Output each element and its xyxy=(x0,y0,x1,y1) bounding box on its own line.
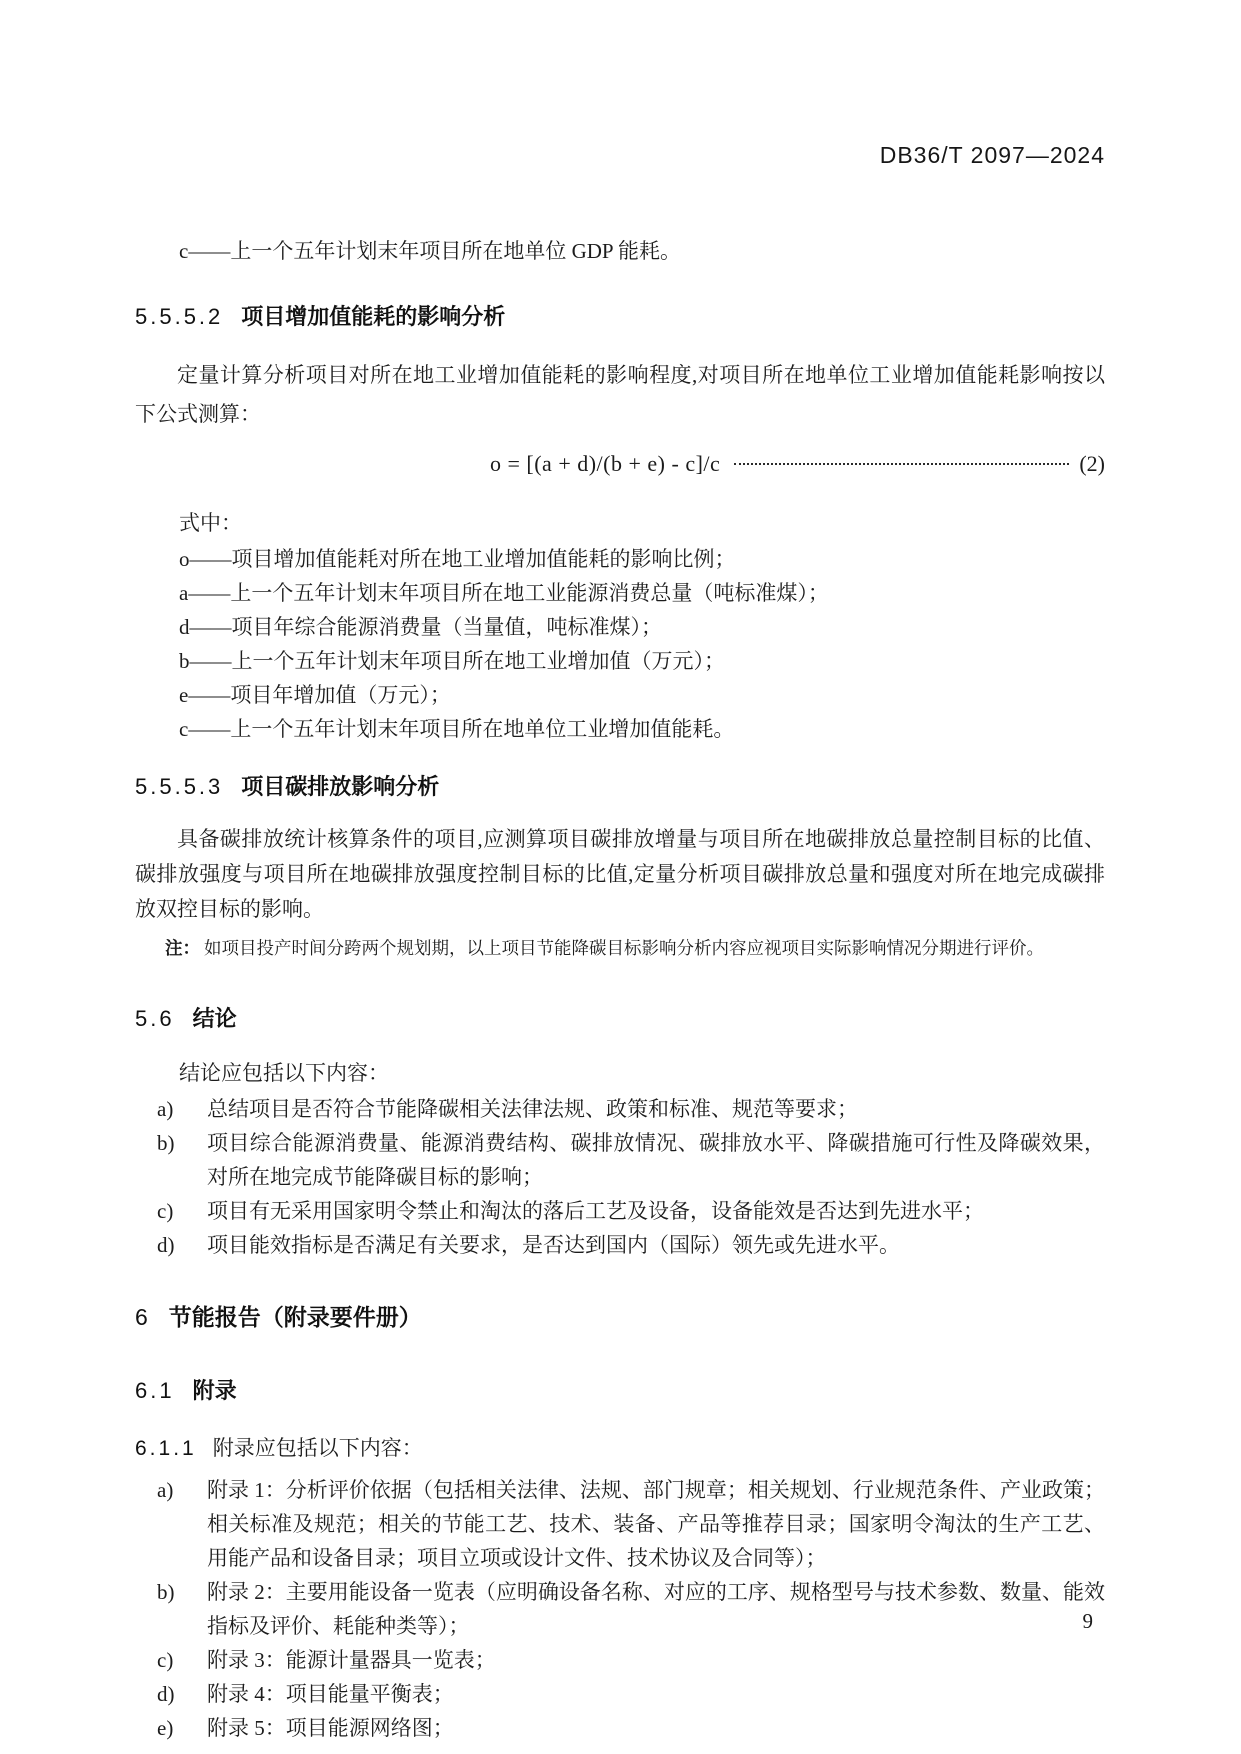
list-item-label: e) xyxy=(157,1716,174,1740)
list-item xyxy=(135,1126,1105,1194)
symbol-definition: c——上一个五年计划末年项目所在地单位工业增加值能耗。 xyxy=(179,717,735,741)
list-item xyxy=(135,1194,1105,1228)
clause-text: 附录应包括以下内容： xyxy=(212,1436,423,1460)
clause-number: 5.5.5.2 xyxy=(135,304,224,329)
note-line xyxy=(135,934,1105,962)
symbol-definition: a——上一个五年计划末年项目所在地工业能源消费总量（吨标准煤）； xyxy=(179,581,829,605)
chapter-title: 节能报告（附录要件册） xyxy=(168,1304,422,1330)
heading-6-1 xyxy=(135,1376,1105,1406)
clause-number: 6.1.1 xyxy=(135,1437,197,1460)
list-item xyxy=(135,1228,1105,1262)
list-item-label: a) xyxy=(157,1097,174,1121)
list-item-text: 附录 2：主要用能设备一览表（应明确设备名称、对应的工序、规格型号与技术参数、数量、能效指标及评价、耗能种类等）； xyxy=(207,1580,1105,1638)
where-label: 式中： xyxy=(179,511,242,535)
appendix-list xyxy=(135,1473,1105,1745)
list-item-label: b) xyxy=(157,1580,175,1604)
symbol-definition: e——项目年增加值（万元）； xyxy=(179,683,451,707)
list-item xyxy=(135,1473,1105,1575)
paragraph-5-5-5-3: 具备碳排放统计核算条件的项目,应测算项目碳排放增量与项目所在地碳排放总量控制目标的比值、碳排放强度与项目所在地碳排放强度控制目标的比值,定量分析项目碳排放总量和强度对所在地完成碳排放双控目标的影响。 xyxy=(135,827,1105,921)
note-text: 如项目投产时间分跨两个规划期，以上项目节能降碳目标影响分析内容应视项目实际影响情况分期进行评价。 xyxy=(204,938,1044,958)
list-item-label: d) xyxy=(157,1682,175,1706)
formula-2-row xyxy=(135,448,1105,480)
list-item xyxy=(135,1575,1105,1643)
dot-leader xyxy=(734,463,1069,465)
list-item xyxy=(135,1643,1105,1677)
list-item-label: c) xyxy=(157,1199,174,1223)
clause-title: 结论 xyxy=(192,1006,237,1031)
symbol-definition: o——项目增加值能耗对所在地工业增加值能耗的影响比例； xyxy=(179,547,736,571)
clause-number: 5.6 xyxy=(135,1006,175,1031)
list-item-text: 项目有无采用国家明令禁止和淘汰的落后工艺及设备，设备能效是否达到先进水平； xyxy=(207,1199,984,1223)
list-item xyxy=(135,1711,1105,1745)
list-item-label: d) xyxy=(157,1233,175,1257)
note-prefix: 注： xyxy=(165,938,200,958)
paragraph-5-5-5-2: 定量计算分析项目对所在地工业增加值能耗的影响程度,对项目所在地单位工业增加值能耗影响按以下公式测算： xyxy=(135,363,1105,426)
clause-title: 附录 xyxy=(192,1378,237,1403)
heading-chapter-6 xyxy=(135,1302,1105,1332)
list-item-label: a) xyxy=(157,1478,174,1502)
conclusion-list xyxy=(135,1092,1105,1262)
list-item-label: c) xyxy=(157,1648,174,1672)
list-item-text: 附录 4：项目能量平衡表； xyxy=(207,1682,454,1706)
conclusion-lead: 结论应包括以下内容： xyxy=(179,1061,389,1085)
formula-number: (2) xyxy=(1079,451,1105,476)
chapter-number: 6 xyxy=(135,1304,151,1330)
list-item-text: 附录 5：项目能源网络图； xyxy=(207,1716,454,1740)
heading-5-5-5-3 xyxy=(135,772,1105,802)
list-item-text: 项目能效指标是否满足有关要求，是否达到国内（国际）领先或先进水平。 xyxy=(207,1233,900,1257)
clause-number: 5.5.5.3 xyxy=(135,774,224,799)
clause-6-1-1 xyxy=(135,1432,1105,1465)
symbol-definition: d——项目年综合能源消费量（当量值，吨标准煤）； xyxy=(179,615,662,639)
list-item-label: b) xyxy=(157,1131,175,1155)
symbol-definition-list xyxy=(135,542,1105,746)
list-item-text: 总结项目是否符合节能降碳相关法律法规、政策和标准、规范等要求； xyxy=(207,1097,858,1121)
clause-number: 6.1 xyxy=(135,1378,175,1403)
list-item-text: 附录 3：能源计量器具一览表； xyxy=(207,1648,496,1672)
list-item-text: 项目综合能源消费量、能源消费结构、碳排放情况、碳排放水平、降碳措施可行性及降碳效果，对所在地完成节能降碳目标的影响； xyxy=(207,1131,1105,1189)
formula-expression: o = [(a + d)/(b + e) - c]/c xyxy=(490,451,721,476)
list-item xyxy=(135,1092,1105,1126)
list-item-text: 附录 1：分析评价依据（包括相关法律、法规、部门规章；相关规划、行业规范条件、产业政策；相关标准及规范；相关的节能工艺、技术、装备、产品等推荐目录；国家明令淘汰的生产工艺、用能产品和设备目录；项目立项或设计文件、技术协议及合同等）； xyxy=(207,1478,1105,1570)
list-item xyxy=(135,1677,1105,1711)
heading-5-6 xyxy=(135,1004,1105,1034)
clause-title: 项目碳排放影响分析 xyxy=(241,774,440,799)
doc-code-header: DB36/T 2097—2024 xyxy=(879,142,1105,168)
symbol-definition: b——上一个五年计划末年项目所在地工业增加值（万元）； xyxy=(179,649,725,673)
clause-title: 项目增加值能耗的影响分析 xyxy=(241,304,506,329)
symbol-definition-c-gdp: c——上一个五年计划末年项目所在地单位 GDP 能耗。 xyxy=(179,239,682,263)
page-number: 9 xyxy=(1082,1609,1093,1633)
heading-5-5-5-2 xyxy=(135,302,1105,332)
